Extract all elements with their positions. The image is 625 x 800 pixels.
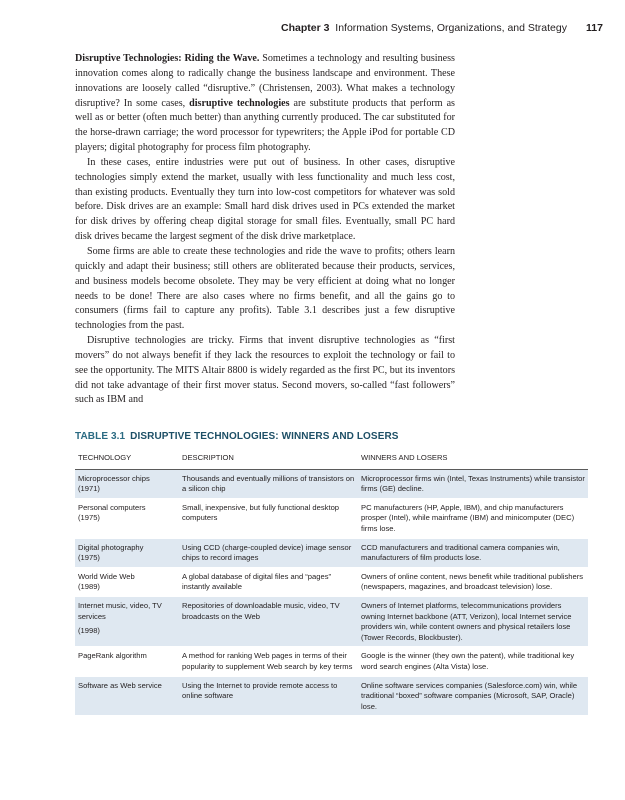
cell-description: Small, inexpensive, but fully functional desktop computers <box>179 498 358 538</box>
cell-description: Using CCD (charge-coupled device) image sensor chips to record images <box>179 538 358 567</box>
technology-year: (1975) <box>78 513 100 523</box>
run-in-heading: Disruptive Technologies: Riding the Wave. <box>75 53 260 64</box>
technology-name: Digital photography <box>78 542 144 552</box>
cell-winners-losers: Microprocessor firms win (Intel, Texas Instruments) while transistor firms (GE) decline. <box>358 469 588 498</box>
cell-technology <box>75 676 179 716</box>
body-text <box>75 52 455 408</box>
page-number: 117 <box>586 22 603 34</box>
cell-technology <box>75 538 179 567</box>
cell-description: A global database of digital files and “pages” instantly available <box>179 567 358 596</box>
cell-description: Thousands and eventually millions of transistors on a silicon chip <box>179 469 358 498</box>
chapter-heading <box>281 22 567 34</box>
cell-winners-losers: Owners of Internet platforms, telecommunications providers owning Internet backbone (ATT, Verizon), local Internet service providers win, while content owners and physical retailers lose (Tower Records, Blockbuster). <box>358 596 588 646</box>
cell-description: A method for ranking Web pages in terms of their popularity to supplement Web search by key terms <box>179 647 358 676</box>
cell-technology <box>75 498 179 538</box>
key-term: disruptive technologies <box>189 97 290 109</box>
disruptive-technologies-table <box>75 449 588 716</box>
cell-winners-losers: Owners of online content, news benefit while traditional publishers (newspapers, magazines, and broadcast television) lose. <box>358 567 588 596</box>
technology-name: Microprocessor chips <box>78 473 150 483</box>
technology-name: Software as Web service <box>78 680 162 690</box>
technology-year: (1975) <box>78 553 100 563</box>
cell-winners-losers: PC manufacturers (HP, Apple, IBM), and chip manufacturers prosper (Intel), while mainframe (IBM) and minicomputer (DEC) firms lose. <box>358 498 588 538</box>
chapter-label: Chapter 3 <box>281 22 330 34</box>
cell-description: Using the Internet to provide remote access to online software <box>179 676 358 716</box>
table-number: TABLE 3.1 <box>75 431 126 442</box>
table-title <box>75 431 399 442</box>
table-row <box>75 596 588 646</box>
table-row <box>75 538 588 567</box>
table-row <box>75 469 588 498</box>
table-row <box>75 647 588 676</box>
paragraph-2: In these cases, entire industries were put out of business. In other cases, disruptive technologies simply extend the market, usually with less functionality and much less cost, than existing products. Eventually they turn into low-cost competitors for whatever was sold before. Disk drives are an example: Small hard disk drives used in PCs extended the market for disk drives by offering cheap digital storage for small files. Eventually, small PC hard disk drives became the largest segment of the disk drive marketplace. <box>75 156 455 243</box>
paragraph-4: Disruptive technologies are tricky. Firms that invent disruptive technologies as “first movers” do not always benefit if they lack the resources to exploit the technology or fail to see the opportunity. The MITS Altair 8800 is widely regarded as the first PC, but its inventors did not take advantage of their first mover status. Second movers, so-called “fast followers” such as IBM and <box>75 335 455 406</box>
technology-year: (1998) <box>78 626 100 636</box>
table-row <box>75 567 588 596</box>
table-caption: DISRUPTIVE TECHNOLOGIES: WINNERS AND LOSERS <box>130 431 399 442</box>
technology-name: PageRank algorithm <box>78 651 147 661</box>
cell-technology <box>75 567 179 596</box>
cell-technology <box>75 596 179 646</box>
cell-technology <box>75 647 179 676</box>
technology-name: Personal computers <box>78 502 146 512</box>
technology-name: World Wide Web <box>78 571 135 581</box>
chapter-title: Information Systems, Organizations, and Strategy <box>335 22 567 34</box>
cell-winners-losers: Online software services companies (Salesforce.com) win, while traditional “boxed” software companies (Microsoft, SAP, Oracle) lose. <box>358 676 588 716</box>
cell-winners-losers: Google is the winner (they own the patent), while traditional key word search engines (Alta Vista) lose. <box>358 647 588 676</box>
technology-year: (1971) <box>78 484 100 494</box>
paragraph-1 <box>75 52 455 156</box>
paragraph-3: Some firms are able to create these technologies and ride the wave to profits; others learn quickly and adapt their business; still others are obliterated because their products, services, and business models become obsolete. They may be very efficient at doing what no longer needs to be done! There are also cases where no firms benefit, and all the gains go to consumers (firms fail to capture any profits). Table 3.1 describes just a few disruptive technologies from the past. <box>75 245 455 332</box>
paragraph-1-part-b: are substitute products that perform as well as or better (often much better) than anything currently produced. The car substituted for the horse-drawn carriage; the word processor for typewriters; the Apple iPod for portable CD players; digital photography for process film photography. <box>75 97 455 154</box>
technology-name: Internet music, video, TV services <box>78 600 162 621</box>
cell-description: Repositories of downloadable music, video, TV broadcasts on the Web <box>179 596 358 646</box>
paragraph-1-part-a: Sometimes a technology and resulting business innovation comes along to radically change the business landscape and environment. These innovations are loosely called “disruptive.” (Christensen, 2003). What makes a technology disruptive? In some cases, <box>75 53 455 109</box>
technology-year: (1989) <box>78 582 100 592</box>
column-header-winners-losers: WINNERS AND LOSERS <box>358 449 588 469</box>
cell-winners-losers: CCD manufacturers and traditional camera companies win, manufacturers of film products lose. <box>358 538 588 567</box>
column-header-technology: TECHNOLOGY <box>75 449 179 469</box>
table-row <box>75 498 588 538</box>
table-header-row <box>75 449 588 469</box>
running-header <box>0 22 625 38</box>
cell-technology <box>75 469 179 498</box>
table-row <box>75 676 588 716</box>
column-header-description: DESCRIPTION <box>179 449 358 469</box>
